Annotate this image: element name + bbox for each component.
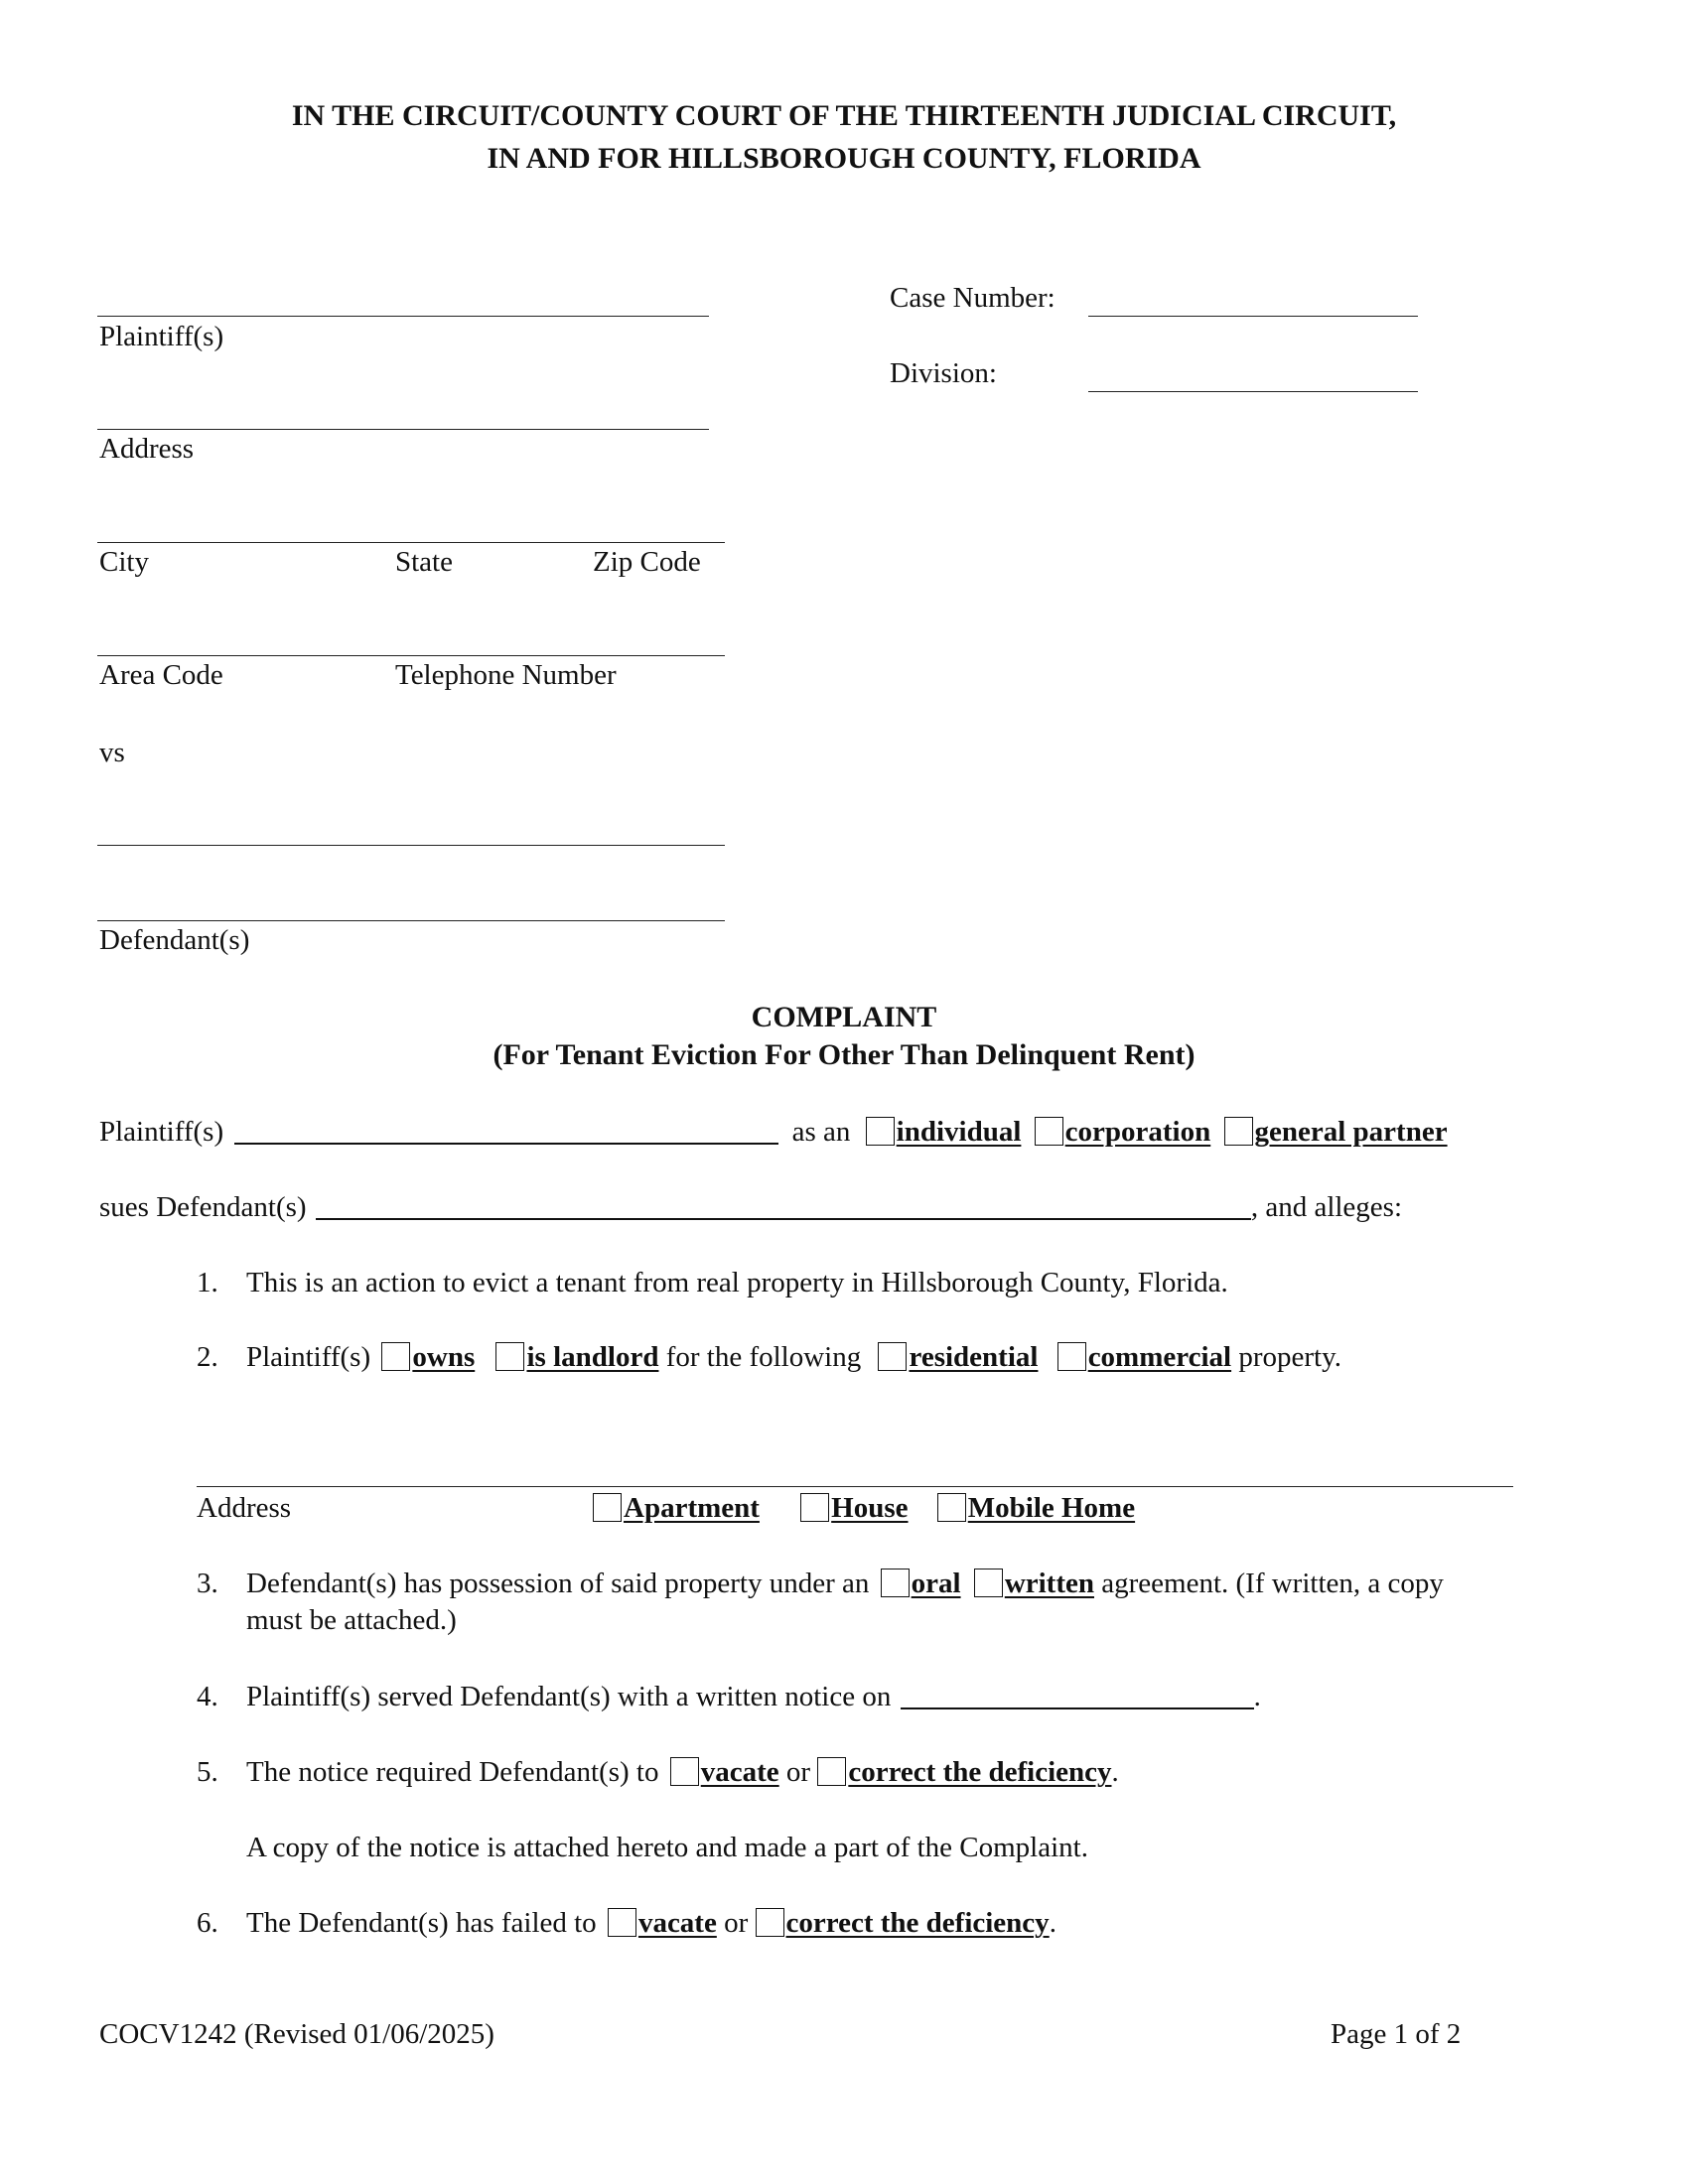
address-label: Address xyxy=(99,433,195,465)
defendant-label: Defendant(s) xyxy=(99,924,250,956)
city-label: City xyxy=(99,546,149,578)
property-address-line[interactable] xyxy=(197,1486,1513,1487)
apartment-option: Apartment xyxy=(624,1492,760,1524)
item-4-text: Plaintiff(s) served Defendant(s) with a written notice on xyxy=(246,1681,892,1712)
corporation-checkbox[interactable] xyxy=(1035,1117,1063,1146)
plaintiff-sues-label: Plaintiff(s) xyxy=(99,1116,224,1148)
case-number-line[interactable] xyxy=(1088,316,1418,317)
failed-correct-checkbox[interactable] xyxy=(756,1908,784,1937)
item-4-period: . xyxy=(1253,1681,1261,1712)
sues-defendant-label: sues Defendant(s) xyxy=(99,1191,307,1223)
complaint-subtitle: (For Tenant Eviction For Other Than Delinquent Rent) xyxy=(492,1038,1196,1071)
as-an-label: as an xyxy=(791,1116,851,1148)
item-2-text-a: Plaintiff(s) xyxy=(246,1341,371,1373)
and-alleges-label: , and alleges: xyxy=(1250,1191,1403,1223)
plaintiff-label: Plaintiff(s) xyxy=(99,321,224,352)
phone-line[interactable] xyxy=(97,655,725,656)
general-partner-checkbox[interactable] xyxy=(1224,1117,1253,1146)
house-checkbox[interactable] xyxy=(800,1493,829,1522)
notice-vacate-checkbox[interactable] xyxy=(670,1757,699,1786)
commercial-option: commercial xyxy=(1087,1341,1232,1373)
telephone-number-label: Telephone Number xyxy=(395,659,617,691)
written-option: written xyxy=(1004,1568,1094,1599)
item-number: 3. xyxy=(197,1568,218,1599)
case-number-label: Case Number: xyxy=(890,282,1055,314)
item-6-text: The Defendant(s) has failed to xyxy=(246,1907,597,1939)
defendant-name-line-2[interactable] xyxy=(97,920,725,921)
house-option: House xyxy=(831,1492,909,1524)
item-2 xyxy=(197,1340,1341,1374)
mobile-home-option: Mobile Home xyxy=(967,1492,1136,1524)
owns-checkbox[interactable] xyxy=(381,1342,410,1371)
item-2-text-b: for the following xyxy=(665,1341,862,1373)
failed-vacate-checkbox[interactable] xyxy=(608,1908,636,1937)
item-5-text: The notice required Defendant(s) to xyxy=(246,1756,659,1788)
property-type-row xyxy=(593,1491,1135,1525)
notice-vacate-option: vacate xyxy=(700,1756,779,1788)
residential-option: residential xyxy=(909,1341,1039,1373)
defendant-name-line-1[interactable] xyxy=(97,845,725,846)
oral-option: oral xyxy=(911,1568,961,1599)
failed-vacate-option: vacate xyxy=(637,1907,717,1939)
item-number: 1. xyxy=(197,1267,218,1298)
item-5-period: . xyxy=(1111,1756,1119,1788)
owns-option: owns xyxy=(412,1341,476,1373)
general-partner-option: general partner xyxy=(1254,1116,1448,1148)
plaintiff-name-line[interactable] xyxy=(97,316,709,317)
item-number: 5. xyxy=(197,1756,218,1788)
item-4 xyxy=(197,1680,1261,1713)
item-6 xyxy=(197,1906,1056,1940)
apartment-checkbox[interactable] xyxy=(593,1493,622,1522)
commercial-checkbox[interactable] xyxy=(1057,1342,1086,1371)
is-landlord-checkbox[interactable] xyxy=(495,1342,524,1371)
plaintiff-name-blank[interactable] xyxy=(234,1143,778,1145)
mobile-home-checkbox[interactable] xyxy=(937,1493,966,1522)
residential-checkbox[interactable] xyxy=(878,1342,907,1371)
notice-correct-option: correct the deficiency xyxy=(848,1756,1112,1788)
is-landlord-option: is landlord xyxy=(526,1341,659,1373)
notice-correct-checkbox[interactable] xyxy=(817,1757,846,1786)
item-6-or: or xyxy=(724,1907,749,1939)
division-line[interactable] xyxy=(1088,391,1418,392)
failed-correct-option: correct the deficiency xyxy=(785,1907,1050,1939)
item-1-text: This is an action to evict a tenant from real property in Hillsborough County, Florida. xyxy=(246,1267,1228,1298)
plaintiff-entity-row xyxy=(99,1115,1448,1149)
oral-checkbox[interactable] xyxy=(881,1569,910,1597)
property-address-label: Address xyxy=(197,1492,292,1524)
individual-checkbox[interactable] xyxy=(866,1117,895,1146)
written-checkbox[interactable] xyxy=(974,1569,1003,1597)
notice-copy-statement: A copy of the notice is attached hereto and made a part of the Complaint. xyxy=(246,1832,1088,1863)
state-label: State xyxy=(395,546,453,578)
item-number: 4. xyxy=(197,1681,218,1712)
item-3-continuation: must be attached.) xyxy=(246,1604,457,1636)
complaint-title: COMPLAINT xyxy=(751,1001,937,1033)
item-3-text-a: Defendant(s) has possession of said property under an xyxy=(246,1568,870,1599)
vs-label: vs xyxy=(99,737,125,768)
page-number: Page 1 of 2 xyxy=(1331,2018,1462,2050)
plaintiff-address-line[interactable] xyxy=(97,429,709,430)
item-5-or: or xyxy=(785,1756,811,1788)
corporation-option: corporation xyxy=(1064,1116,1211,1148)
court-heading-line-2: IN AND FOR HILLSBOROUGH COUNTY, FLORIDA xyxy=(487,142,1201,175)
notice-date-blank[interactable] xyxy=(901,1707,1254,1709)
item-3-text-b: agreement. (If written, a copy xyxy=(1101,1568,1444,1599)
item-number: 6. xyxy=(197,1907,218,1939)
item-3 xyxy=(197,1567,1444,1600)
item-1 xyxy=(197,1266,1228,1299)
item-number: 2. xyxy=(197,1341,218,1373)
individual-option: individual xyxy=(896,1116,1022,1148)
item-6-period: . xyxy=(1049,1907,1056,1939)
division-label: Division: xyxy=(890,357,997,389)
sues-defendant-row xyxy=(99,1190,1402,1224)
defendant-name-blank[interactable] xyxy=(316,1218,1251,1220)
form-id: COCV1242 (Revised 01/06/2025) xyxy=(99,2018,494,2050)
item-5 xyxy=(197,1755,1119,1789)
court-heading-line-1: IN THE CIRCUIT/COUNTY COURT OF THE THIRTEENTH JUDICIAL CIRCUIT, xyxy=(291,99,1397,132)
zip-code-label: Zip Code xyxy=(593,546,701,578)
item-2-text-c: property. xyxy=(1238,1341,1341,1373)
area-code-label: Area Code xyxy=(99,659,223,691)
city-state-zip-line[interactable] xyxy=(97,542,725,543)
